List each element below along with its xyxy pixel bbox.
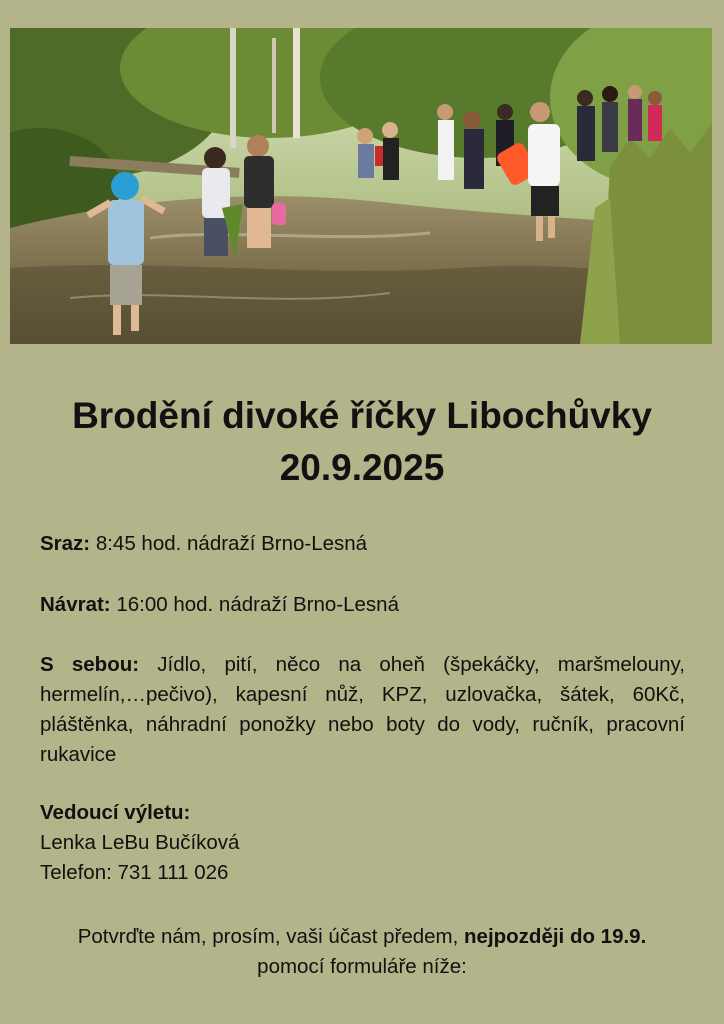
confirm-form-hint: pomocí formuláře níže:	[257, 955, 467, 978]
meeting-text: 8:45 hod. nádraží Brno-Lesná	[90, 532, 368, 555]
leader-name: Lenka LeBu Bučíková	[40, 831, 240, 854]
meeting-info	[40, 529, 685, 559]
packing-list	[40, 650, 685, 770]
return-label: Návrat:	[40, 593, 111, 616]
leader-label: Vedoucí výletu:	[40, 801, 191, 824]
confirmation-note	[20, 922, 704, 982]
confirm-text: Potvrďte nám, prosím, vaši účast předem,	[77, 925, 465, 948]
packing-text: Jídlo, pití, něco na oheň (špekáčky, maršmelouny, hermelín,…pečivo), kapesní nůž, KPZ, uzlovačka, šátek, 60Kč, pláštěnka, náhradní ponožky nebo boty do vody, ručník, pracovní rukavice	[40, 653, 685, 766]
return-info	[40, 590, 685, 620]
packing-label: S sebou:	[40, 653, 140, 676]
leader-phone: Telefon: 731 111 026	[40, 861, 229, 884]
event-title	[0, 390, 724, 494]
meeting-label: Sraz:	[40, 532, 91, 555]
event-date: 20.9.2025	[279, 447, 445, 488]
confirm-deadline: nejpozději do 19.9.	[464, 925, 647, 948]
river-crossing-illustration	[10, 28, 712, 344]
hero-photo	[10, 28, 712, 344]
event-title-name: Brodění divoké říčky Libochůvky	[72, 395, 652, 436]
return-text: 16:00 hod. nádraží Brno-Lesná	[110, 593, 399, 616]
trip-leader	[40, 798, 685, 888]
